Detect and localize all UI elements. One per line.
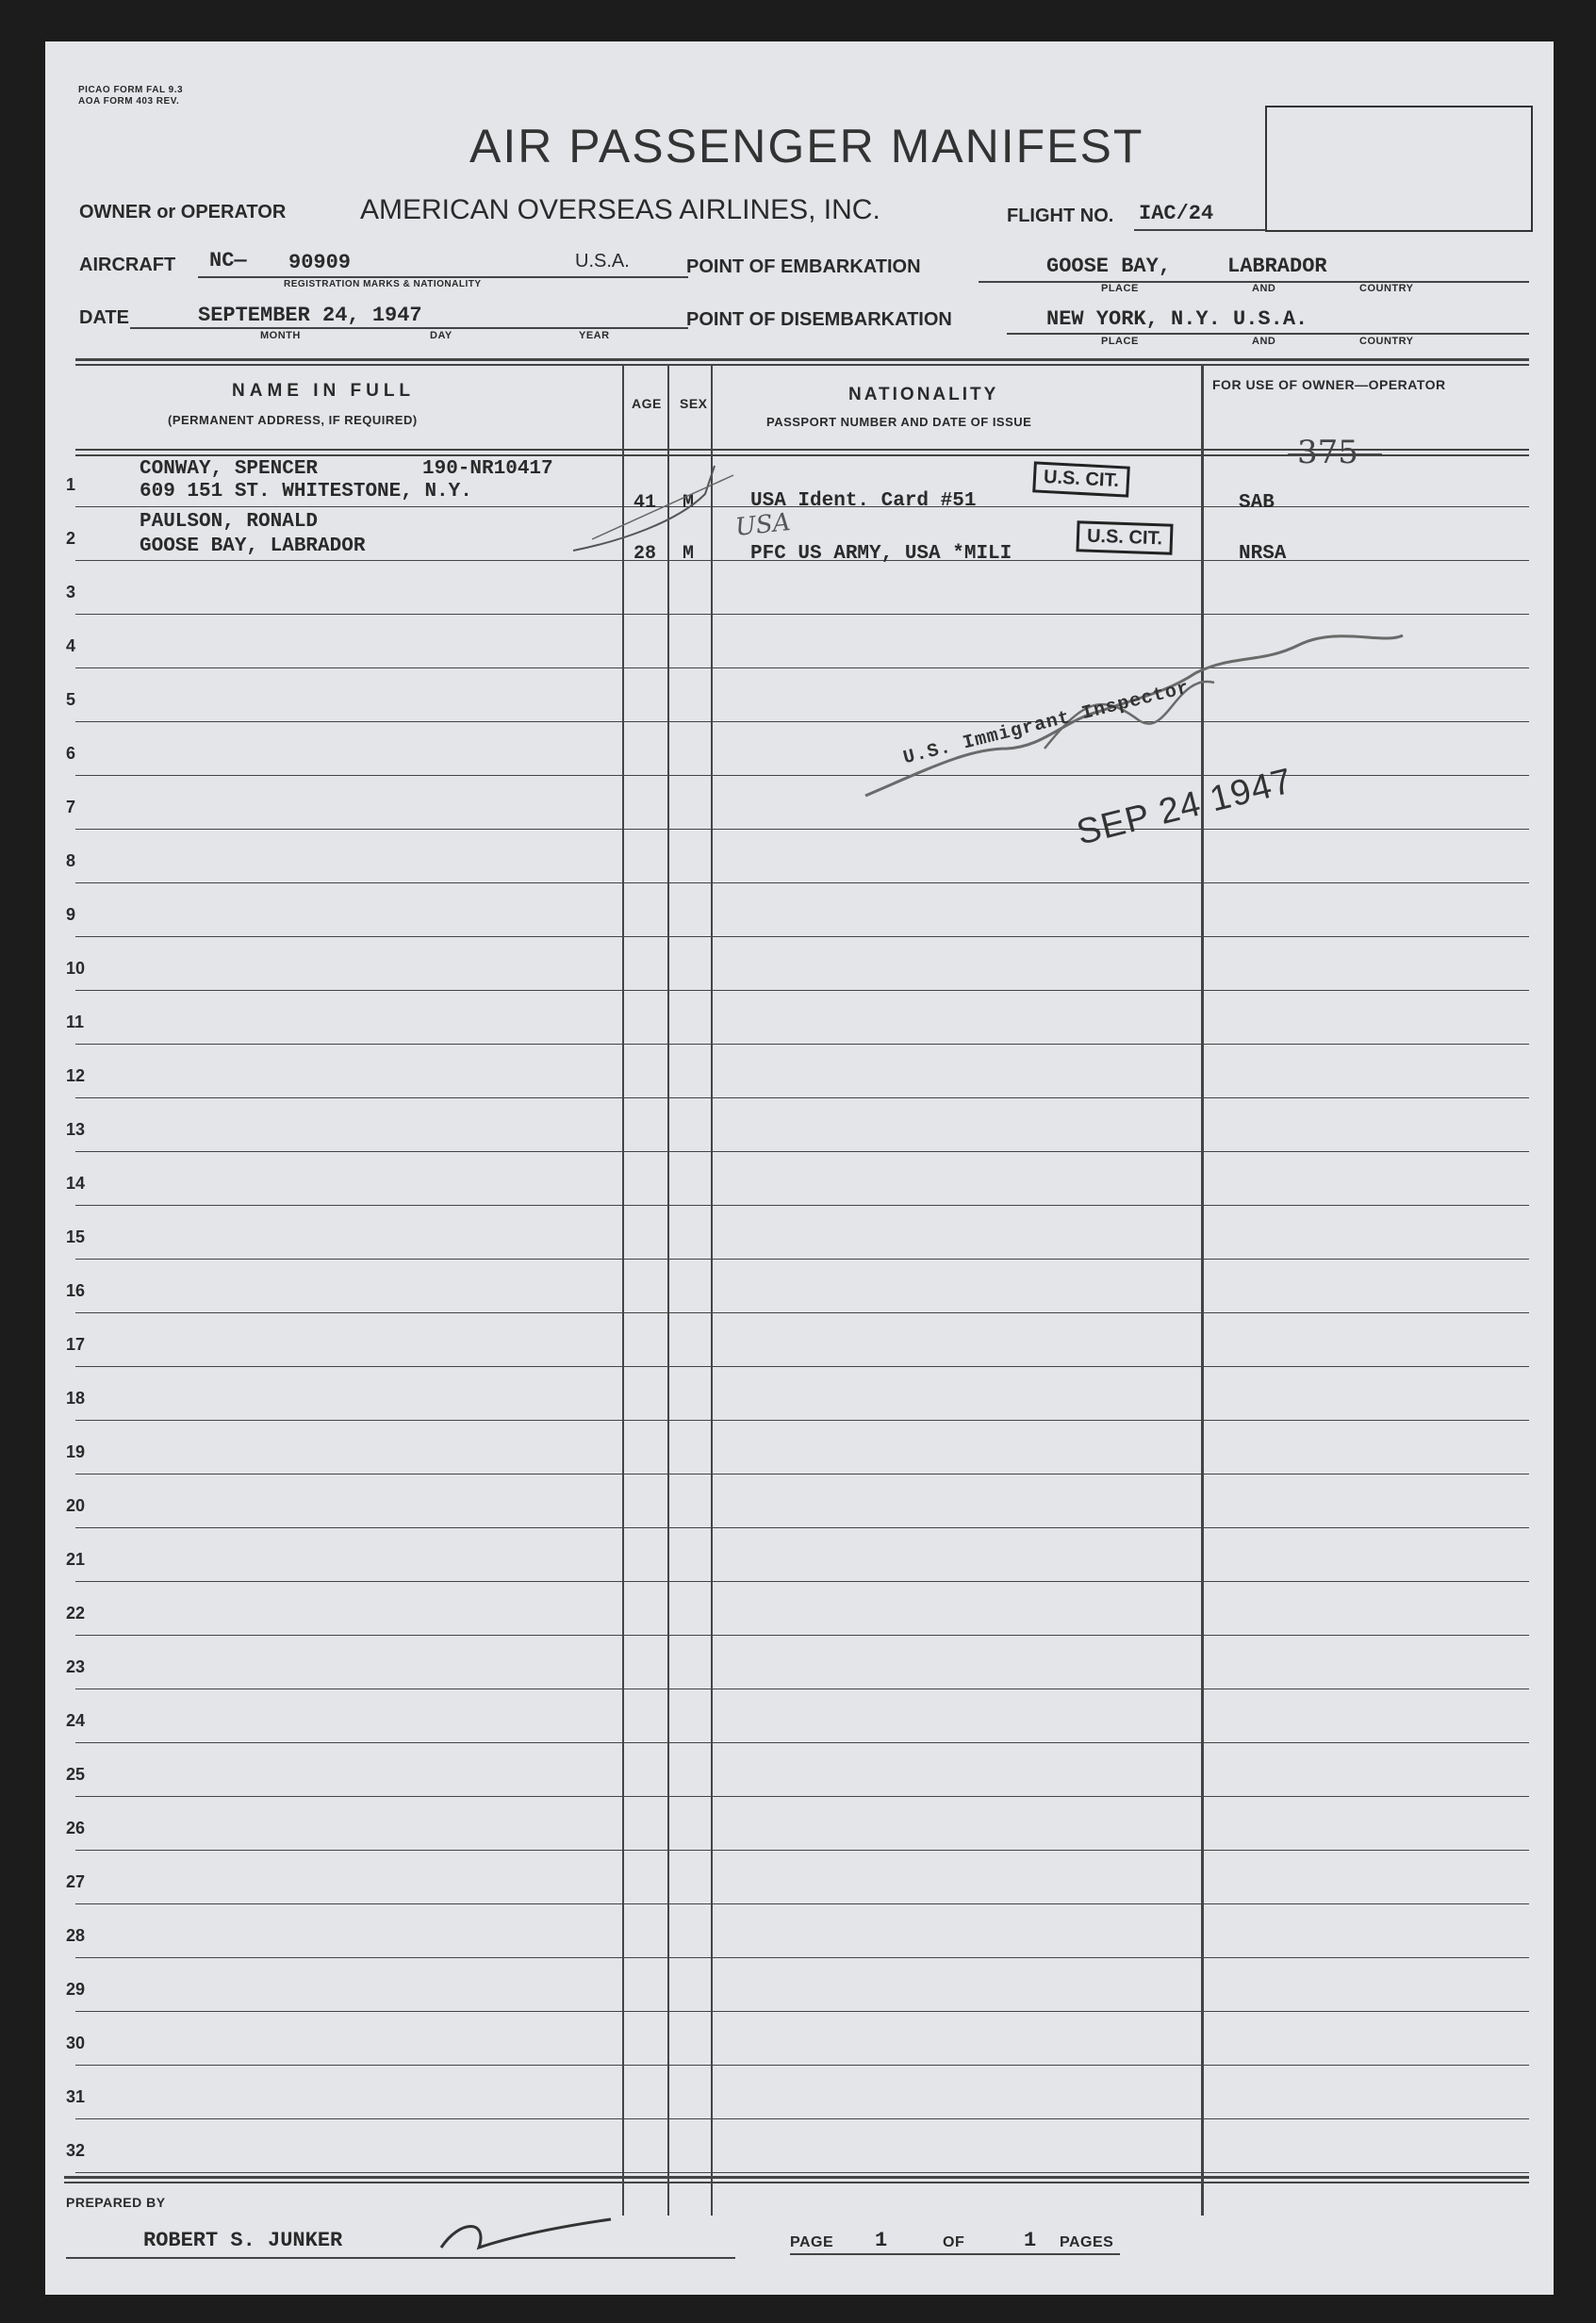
row-number: 23 <box>66 1657 86 1676</box>
registration-caption: REGISTRATION MARKS & NATIONALITY <box>284 279 482 289</box>
passenger-1-age: 41 <box>633 492 657 514</box>
caption-and-1: AND <box>1252 283 1276 294</box>
caption-and-2: AND <box>1252 336 1276 347</box>
caption-place-2: PLACE <box>1101 336 1139 347</box>
row-number: 4 <box>66 636 76 655</box>
row-rule <box>75 1151 1529 1152</box>
row-rule <box>75 1903 1529 1904</box>
date-label: DATE <box>79 307 129 328</box>
owner-label: OWNER or OPERATOR <box>79 202 287 222</box>
passenger-2-address: GOOSE BAY, LABRADOR <box>140 535 366 557</box>
aircraft-country: U.S.A. <box>575 251 630 272</box>
caption-place-1: PLACE <box>1101 283 1139 294</box>
row-number: 9 <box>66 905 76 924</box>
row-rule <box>75 1205 1529 1206</box>
caption-day: DAY <box>430 330 452 341</box>
col-name-subheader: (PERMANENT ADDRESS, IF REQUIRED) <box>168 413 418 427</box>
pages-label: PAGES <box>1060 2234 1114 2250</box>
disembark-value: NEW YORK, N.Y. U.S.A. <box>1046 307 1308 331</box>
row-rule <box>75 1957 1529 1958</box>
row-number: 16 <box>66 1281 86 1300</box>
row-number: 6 <box>66 744 76 763</box>
prepared-by-label: PREPARED BY <box>66 2195 166 2210</box>
row-rule <box>75 990 1529 991</box>
aircraft-label: AIRCRAFT <box>79 255 176 275</box>
embark-country: LABRADOR <box>1227 255 1327 278</box>
aircraft-prefix: NC— <box>209 249 247 272</box>
row-number: 3 <box>66 583 76 601</box>
caption-country-2: COUNTRY <box>1359 336 1414 347</box>
embark-place: GOOSE BAY, <box>1046 255 1172 278</box>
row-number: 5 <box>66 690 76 709</box>
passenger-1-sex: M <box>683 492 695 514</box>
page-label: PAGE <box>790 2234 834 2250</box>
row-rule <box>75 2065 1529 2066</box>
row-number: 25 <box>66 1765 86 1784</box>
passenger-2-nationality: PFC US ARMY, USA *MILI <box>750 543 1012 565</box>
passenger-2-citizen-stamp: U.S. CIT. <box>1076 520 1173 555</box>
row-number: 14 <box>66 1174 86 1193</box>
row-rule <box>75 1259 1529 1260</box>
row-rule <box>75 1044 1529 1045</box>
row-number: 27 <box>66 1872 86 1891</box>
passenger-1-nationality: USA Ident. Card #51 <box>750 490 977 512</box>
row-number: 29 <box>66 1980 86 1999</box>
form-id-line-1: PICAO FORM FAL 9.3 <box>78 85 184 95</box>
caption-year: YEAR <box>579 330 610 341</box>
flight-value: IAC/24 <box>1139 202 1214 225</box>
col-age-header: AGE <box>632 396 662 411</box>
passenger-1-ref: 190-NR10417 <box>422 458 553 480</box>
row-number: 13 <box>66 1120 86 1139</box>
passenger-2-handwritten-note: USA <box>733 508 792 542</box>
row-number: 10 <box>66 959 86 978</box>
page-value: 1 <box>875 2229 888 2252</box>
col-sex-header: SEX <box>680 396 708 411</box>
official-use-box <box>1265 106 1533 232</box>
passenger-2-owner-note: NRSA <box>1239 543 1287 565</box>
row-number: 17 <box>66 1335 86 1354</box>
col-nationality-header: NATIONALITY <box>848 385 999 404</box>
form-id-line-2: AOA FORM 403 REV. <box>78 96 180 107</box>
row-number: 26 <box>66 1819 86 1837</box>
aircraft-number: 90909 <box>288 251 352 274</box>
col-name-header: NAME IN FULL <box>232 381 416 401</box>
caption-month: MONTH <box>260 330 301 341</box>
row-number: 12 <box>66 1066 86 1085</box>
row-number: 32 <box>66 2141 86 2160</box>
passenger-2-age: 28 <box>633 543 657 565</box>
col-nationality-subheader: PASSPORT NUMBER AND DATE OF ISSUE <box>766 415 1032 429</box>
passenger-2-name: PAULSON, RONALD <box>140 511 319 533</box>
row-number: 7 <box>66 798 76 816</box>
row-rule <box>75 1474 1529 1475</box>
row-rule <box>75 1312 1529 1313</box>
caption-country-1: COUNTRY <box>1359 283 1414 294</box>
disembark-label: POINT OF DISEMBARKATION <box>686 309 952 330</box>
of-value: 1 <box>1024 2229 1037 2252</box>
manifest-sheet <box>45 41 1554 2295</box>
passenger-2-sex: M <box>683 543 695 565</box>
inspector-date-stamp: SEP 24 1947 <box>1073 761 1297 853</box>
row-number: 28 <box>66 1926 86 1945</box>
row-number: 22 <box>66 1604 86 1623</box>
row-rule <box>75 1366 1529 1367</box>
row-rule <box>75 2118 1529 2119</box>
row-rule <box>75 1527 1529 1528</box>
row-rule <box>75 1581 1529 1582</box>
row-number: 18 <box>66 1389 86 1408</box>
row-number: 20 <box>66 1496 86 1515</box>
row-number: 8 <box>66 851 76 870</box>
row-rule <box>75 936 1529 937</box>
passenger-1-name: CONWAY, SPENCER <box>140 458 319 480</box>
row-number: 24 <box>66 1711 86 1730</box>
passenger-1-citizen-stamp: U.S. CIT. <box>1032 461 1130 497</box>
row-number: 19 <box>66 1442 86 1461</box>
row-number: 15 <box>66 1227 86 1246</box>
row-rule <box>75 882 1529 883</box>
row-number: 2 <box>66 529 76 548</box>
row-number: 21 <box>66 1550 86 1569</box>
row-rule <box>75 1796 1529 1797</box>
row-rule <box>75 2011 1529 2012</box>
flight-label: FLIGHT NO. <box>1007 206 1114 226</box>
row-number: 31 <box>66 2087 86 2106</box>
of-label: OF <box>943 2234 965 2250</box>
owner-value: AMERICAN OVERSEAS AIRLINES, INC. <box>360 194 880 225</box>
row-rule <box>75 1635 1529 1636</box>
row-number: 11 <box>66 1013 85 1031</box>
passenger-1-address: 609 151 ST. WHITESTONE, N.Y. <box>140 481 472 502</box>
row-number: 30 <box>66 2034 86 2052</box>
row-rule <box>75 1742 1529 1743</box>
col-owner-header: FOR USE OF OWNER—OPERATOR <box>1212 377 1446 392</box>
row-number: 1 <box>66 475 76 494</box>
row-rule <box>75 1420 1529 1421</box>
row-rule <box>75 1097 1529 1098</box>
annotation-375: 375 <box>1297 434 1358 471</box>
row-rule <box>75 1850 1529 1851</box>
inspector-title-stamp: U.S. Immigrant Inspector <box>901 677 1193 770</box>
form-title: AIR PASSENGER MANIFEST <box>469 120 1144 173</box>
date-value: SEPTEMBER 24, 1947 <box>198 304 422 327</box>
prepared-by-name: ROBERT S. JUNKER <box>143 2229 343 2252</box>
passenger-1-owner-note: SAB <box>1239 492 1275 514</box>
check-mark <box>564 456 752 560</box>
row-rule <box>75 2172 1529 2173</box>
embark-label: POINT OF EMBARKATION <box>686 256 921 277</box>
